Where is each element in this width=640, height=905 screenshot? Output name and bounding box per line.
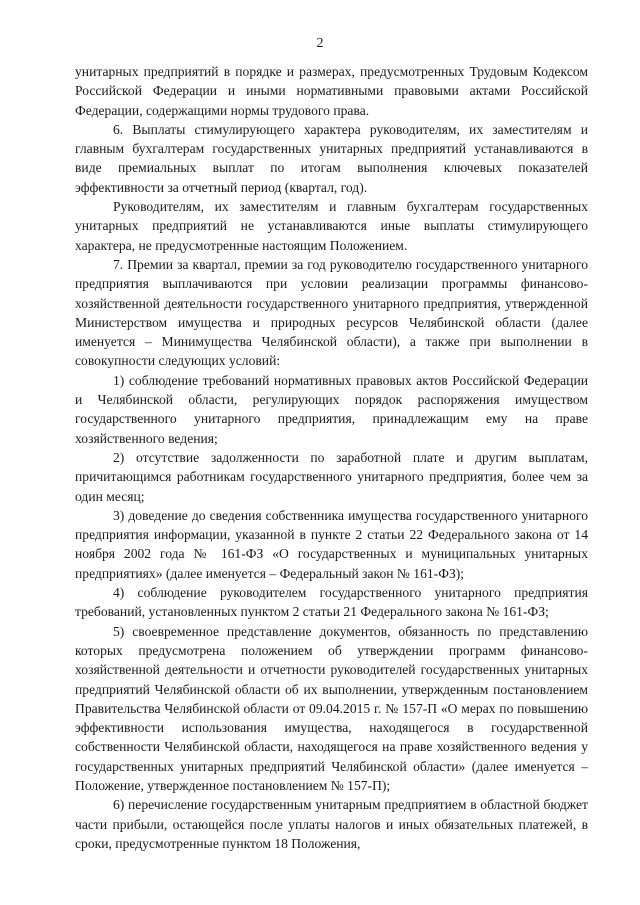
paragraph-continuation: унитарных предприятий в порядке и размерах, предусмотренных Трудовым Кодексом Российской Федерации и иными нормативными правовыми актами Российской Федерации, содержащими нормы трудового права. [75, 64, 588, 118]
paragraph-item-7: 7. Премии за квартал, премии за год руководителю государственного унитарного предприятия выплачиваются при условии реализации программы финансово-хозяйственной деятельности государственного унитарного предприятия, утвержденной Министерством имущества и природных ресурсов Челябинской области (далее именуется – Минимущества Челябинской области), а также при выполнении в совокупности следующих условий: [75, 256, 588, 369]
page-number: 2 [316, 36, 324, 51]
condition-2: 2) отсутствие задолженности по заработной плате и другим выплатам, причитающимся работникам государственного унитарного предприятия, более чем за один месяц; [75, 449, 588, 504]
condition-4: 4) соблюдение руководителем государственного унитарного предприятия требований, установленных пунктом 2 статьи 21 Федерального закона № 161-ФЗ; [75, 585, 588, 620]
condition-5: 5) своевременное представление документов, обязанность по представлению которых предусмотрена положением об утверждении программ финансово-хозяйственной деятельности и отчетности руководителей государственных унитарных предприятий Челябинской области об их выполнении, утвержденным постановлением Правительства Челябинской области от 09.04.2015 г. № 157-П «О мерах по повышению эффективности использования имущества, находящегося в государственной собственности Челябинской области, находящегося на праве хозяйственного ведения у государственных унитарных предприятий Челябинской области» (далее именуется – Положение, утвержденное постановлением № 157-П); [75, 623, 588, 793]
condition-6: 6) перечисление государственным унитарным предприятием в областной бюджет части прибыли, остающейся после уплаты налогов и иных обязательных платежей, в сроки, предусмотренные пунктом 18 Положения, [75, 797, 588, 851]
condition-3: 3) доведение до сведения собственника имущества государственного унитарного предприятия информации, указанной в пункте 2 статьи 22 Федерального закона от 14 ноября 2002 года № 161-ФЗ «О государственных и муниципальных унитарных предприятиях» (далее именуется – Федеральный закон № 161-ФЗ); [75, 507, 588, 581]
document-body [75, 62, 588, 853]
paragraph-no-other-payments: Руководителям, их заместителям и главным бухгалтерам государственных унитарных предприятий не устанавливаются иные выплаты стимулирующего характера, не предусмотренные настоящим Положением. [75, 199, 588, 253]
condition-1: 1) соблюдение требований нормативных правовых актов Российской Федерации и Челябинской области, регулирующих порядок распоряжения имуществом государственного унитарного предприятия, принадлежащим ему на праве хозяйственного ведения; [75, 372, 588, 446]
paragraph-item-6: 6. Выплаты стимулирующего характера руководителям, их заместителям и главным бухгалтерам государственных унитарных предприятий устанавливаются в виде премиальных выплат по итогам выполнения ключевых показателей эффективности за отчетный период (квартал, год). [75, 121, 588, 195]
